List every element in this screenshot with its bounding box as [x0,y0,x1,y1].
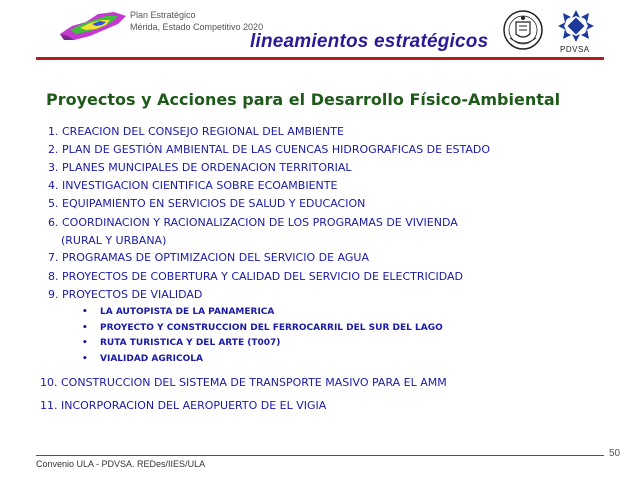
item-text: CONSTRUCCION DEL SISTEMA DE TRANSPORTE MASIVO PARA EL AMM [61,376,447,389]
list-item [48,197,365,210]
item-text: PROYECTOS DE VIALIDAD [62,288,203,301]
sub-item-text: VIALIDAD AGRICOLA [100,354,203,364]
sub-list-item [82,354,203,364]
list-item [48,161,352,174]
item-number: 11. [40,399,58,412]
item-text: CREACION DEL CONSEJO REGIONAL DEL AMBIENTE [62,125,344,138]
item-number: 9. [48,288,59,301]
sub-item-text: RUTA TURISTICA Y DEL ARTE (T007) [100,338,281,348]
list-item [48,143,490,156]
page-number: 50 [609,448,621,459]
plan-subtitle: Mérida, Estado Competitivo 2020 [130,22,264,32]
item-text: PROYECTOS DE COBERTURA Y CALIDAD DEL SERVICIO DE ELECTRICIDAD [62,270,463,283]
item-number: 6. [48,216,59,229]
item-number: 10. [40,376,58,389]
item-number: 8. [48,270,59,283]
merida-map-logo [56,8,130,44]
sub-list-item [82,323,443,333]
list-item [40,376,447,389]
item-text: PROGRAMAS DE OPTIMIZACION DEL SERVICIO DE AGUA [62,251,369,264]
item-text: COORDINACION Y RACIONALIZACION DE LOS PROGRAMAS DE VIVIENDA [62,216,458,229]
item-number: 4. [48,179,59,192]
sub-item-text: PROYECTO Y CONSTRUCCION DEL FERROCARRIL DEL SUR DEL LAGO [100,323,443,333]
list-item [40,399,326,412]
bullet-icon: • [82,354,88,364]
list-item-continuation [61,234,166,247]
list-item [48,288,202,301]
item-number: 5. [48,197,59,210]
item-text: INCORPORACION DEL AEROPUERTO DE EL VIGIA [61,399,327,412]
sub-list-item [82,338,280,348]
sub-item-text: LA AUTOPISTA DE LA PANAMERICA [100,307,275,317]
item-text: (RURAL Y URBANA) [61,234,167,247]
list-item [48,216,458,229]
item-number: 7. [48,251,59,264]
bullet-icon: • [82,307,88,317]
list-item [48,251,369,264]
item-number: 1. [48,125,59,138]
footer-divider [36,455,604,456]
list-item [48,270,463,283]
header-title: lineamientos estratégicos [250,31,489,52]
sub-list-item [82,307,274,317]
plan-title: Plan Estratégico [130,10,196,20]
footer-credit: Convenio ULA - PDVSA. REDes/IIES/ULA [36,459,206,469]
bullet-icon: • [82,323,88,333]
list-item [48,125,344,138]
bullet-icon: • [82,338,88,348]
item-text: PLANES MUNCIPALES DE ORDENACION TERRITORIAL [62,161,352,174]
item-text: INVESTIGACION CIENTIFICA SOBRE ECOAMBIENTE [62,179,338,192]
header-divider [36,57,604,60]
item-number: 3. [48,161,59,174]
pdvsa-label: PDVSA [560,45,590,54]
item-text: EQUIPAMIENTO EN SERVICIOS DE SALUD Y EDUCACION [62,197,366,210]
list-item [48,179,337,192]
university-seal-icon [502,8,544,52]
pdvsa-logo-icon [556,8,596,44]
section-heading: Proyectos y Acciones para el Desarrollo Físico-Ambiental [46,90,561,109]
item-number: 2. [48,143,59,156]
item-text: PLAN DE GESTIÓN AMBIENTAL DE LAS CUENCAS HIDROGRAFICAS DE ESTADO [62,143,491,156]
